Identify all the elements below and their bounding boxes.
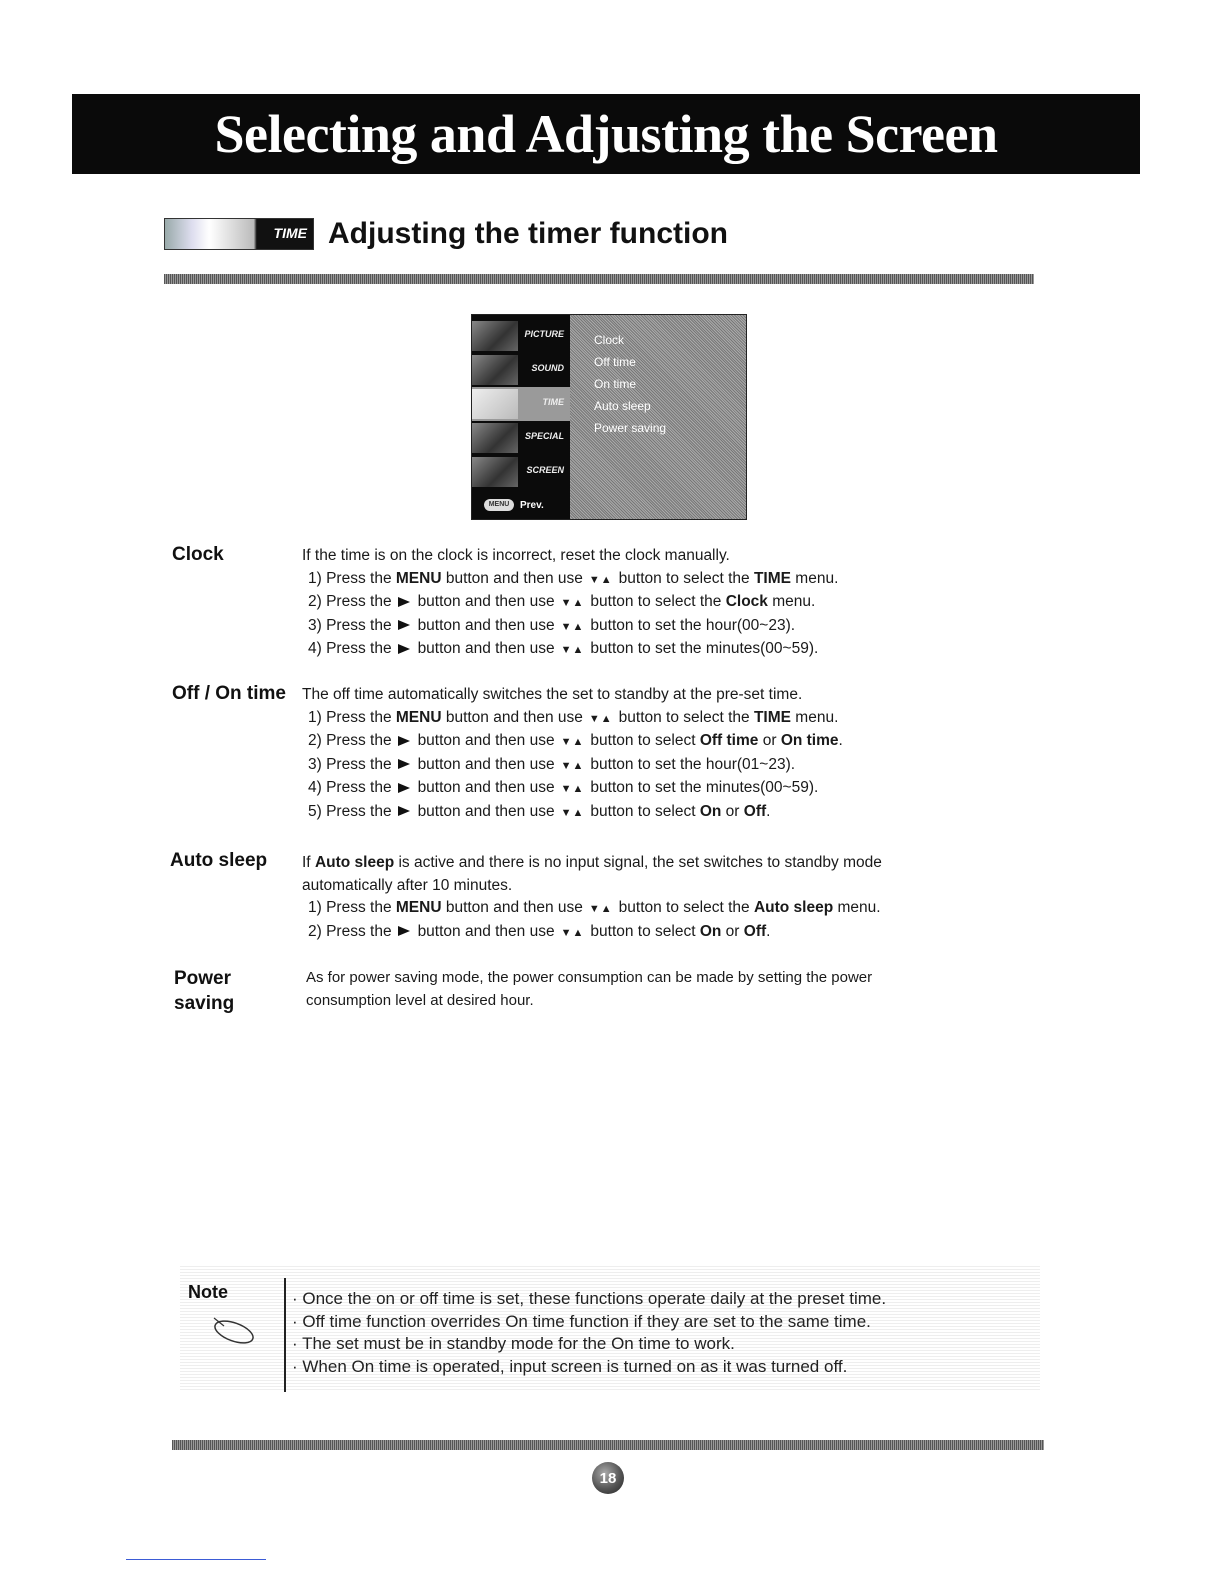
osd-tab-sound: SOUND (472, 353, 570, 387)
up-down-arrow-icon: ▼▲ (588, 903, 613, 915)
clock-step-2: 2) Press the button and then use ▼▲ button to select the Clock menu. (308, 593, 816, 610)
osd-sidebar (472, 315, 570, 519)
page-title: Selecting and Adjusting the Screen (214, 104, 998, 164)
menu-button-icon: MENU (484, 499, 514, 511)
section-heading (164, 214, 728, 254)
autosleep-step-1: 1) Press the MENU button and then use ▼▲ button to select the Auto sleep menu. (308, 899, 881, 916)
osd-tab-screen: SCREEN (472, 455, 570, 489)
up-down-arrow-icon: ▼▲ (560, 759, 585, 772)
picture-icon (472, 321, 518, 351)
sound-icon (472, 355, 518, 385)
page-number: 18 (592, 1462, 624, 1494)
autosleep-body (302, 852, 882, 944)
up-down-arrow-icon: ▼▲ (560, 644, 585, 656)
note-list (292, 1288, 886, 1378)
offon-step-2: 2) Press the button and then use ▼▲ button to select Off time or On time. (308, 732, 843, 749)
section-title: Adjusting the timer function (328, 217, 728, 250)
note-item: · When On time is operated, input screen is turned on as it was turned off. (292, 1356, 848, 1376)
osd-menu-figure (471, 314, 747, 520)
clock-intro: If the time is on the clock is incorrect, reset the clock manually. (302, 547, 730, 564)
right-arrow-icon (398, 620, 410, 630)
up-down-arrow-icon: ▼▲ (560, 926, 585, 939)
power-saving-body: As for power saving mode, the power consumption can be made by setting the power consumption level at desired hour. (306, 969, 873, 1009)
bottom-divider (172, 1440, 1044, 1450)
up-down-arrow-icon: ▼▲ (560, 736, 585, 748)
footer-line (126, 1559, 266, 1560)
clock-step-4: 4) Press the button and then use ▼▲ button to set the minutes(00~59). (308, 640, 819, 657)
right-arrow-icon (398, 644, 410, 654)
up-down-arrow-icon: ▼▲ (588, 712, 613, 725)
clock-step-1: 1) Press the MENU button and then use ▼▲ button to select the TIME menu. (308, 569, 839, 587)
up-down-arrow-icon: ▼▲ (560, 620, 585, 633)
osd-item-off-time: Off time (594, 355, 636, 369)
up-down-arrow-icon: ▼▲ (560, 597, 585, 609)
note-box (180, 1264, 1040, 1392)
right-arrow-icon (398, 736, 410, 746)
osd-prev (484, 499, 544, 511)
offon-step-1: 1) Press the MENU button and then use ▼▲ button to select the TIME menu. (308, 708, 839, 726)
note-item: · Off time function overrides On time function if they are set to the same time. (292, 1311, 871, 1331)
time-menu-icon (164, 218, 314, 250)
screen-icon (472, 457, 518, 487)
header-banner (72, 94, 1140, 174)
clock-icon (472, 389, 518, 419)
right-arrow-icon (398, 783, 410, 793)
note-item: · Once the on or off time is set, these functions operate daily at the preset time. (292, 1289, 887, 1308)
osd-item-power-saving: Power saving (594, 421, 667, 435)
offon-body (302, 684, 843, 824)
pen-icon (210, 1316, 258, 1344)
right-arrow-icon (398, 759, 410, 769)
right-arrow-icon (398, 597, 410, 607)
osd-tab-time: TIME (472, 387, 570, 421)
autosleep-step-2: 2) Press the button and then use ▼▲ button to select On or Off. (308, 922, 771, 940)
offon-intro: The off time automatically switches the set to standby at the pre-set time. (302, 686, 803, 703)
up-down-arrow-icon: ▼▲ (560, 783, 585, 795)
right-arrow-icon (398, 926, 410, 936)
osd-tab-special: SPECIAL (472, 421, 570, 455)
autosleep-label: Auto sleep (170, 850, 268, 871)
osd-item-auto-sleep: Auto sleep (594, 399, 651, 413)
autosleep-intro: If Auto sleep is active and there is no input signal, the set switches to standby mode (302, 854, 882, 871)
offon-step-4: 4) Press the button and then use ▼▲ button to set the minutes(00~59). (308, 779, 819, 796)
osd-item-clock: Clock (594, 333, 625, 347)
note-divider (284, 1278, 286, 1392)
note-item: · The set must be in standby mode for the On time to work. (292, 1334, 735, 1353)
up-down-arrow-icon: ▼▲ (588, 573, 613, 586)
top-divider (164, 274, 1034, 284)
power-saving-label: Power saving (174, 968, 235, 1014)
offon-step-3: 3) Press the button and then use ▼▲ button to set the hour(01~23). (308, 755, 796, 773)
clock-label: Clock (172, 544, 224, 565)
prev-label: Prev. (520, 499, 544, 511)
osd-tab-picture: PICTURE (472, 319, 570, 353)
osd-item-panel (570, 315, 746, 519)
time-icon-label: TIME (273, 225, 307, 241)
note-title: Note (188, 1282, 228, 1302)
offon-step-5: 5) Press the button and then use ▼▲ button to select On or Off. (308, 802, 771, 820)
clock-step-3: 3) Press the button and then use ▼▲ button to set the hour(00~23). (308, 616, 796, 634)
special-icon (472, 423, 518, 453)
offon-label: Off / On time (172, 683, 286, 704)
up-down-arrow-icon: ▼▲ (560, 806, 585, 819)
autosleep-intro-line2: automatically after 10 minutes. (302, 876, 513, 894)
clock-body (302, 545, 838, 662)
right-arrow-icon (398, 806, 410, 816)
osd-item-on-time: On time (594, 377, 637, 391)
